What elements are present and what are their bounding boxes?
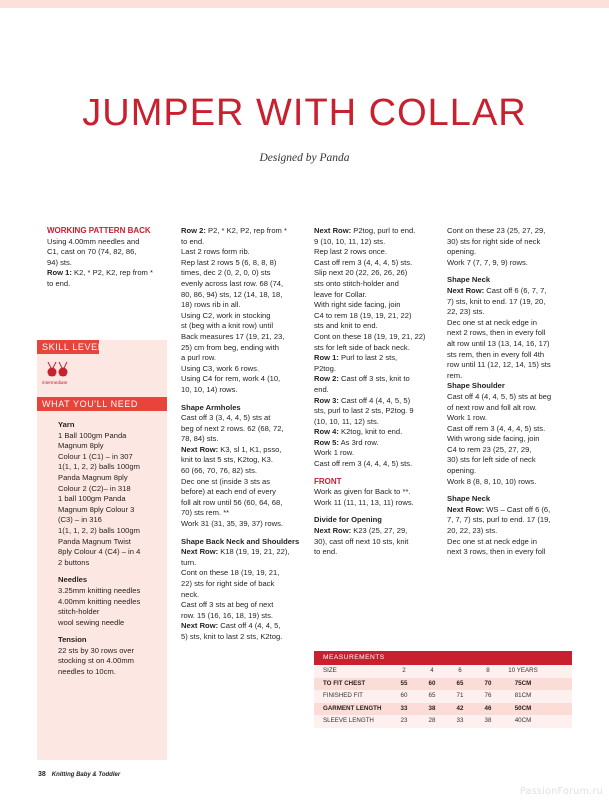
text-line: to end. bbox=[47, 278, 71, 288]
text-line: next 3 rows, then in every foll bbox=[447, 547, 546, 557]
instruction-row bbox=[314, 438, 438, 449]
row-text: K18 (19, 19, 21, 22), bbox=[218, 547, 290, 557]
text-line: leave for Collar. bbox=[314, 289, 367, 299]
row-label: SIZE bbox=[323, 667, 337, 674]
working-pattern-heading: WORKING PATTERN BACK bbox=[47, 226, 151, 235]
row-label: Row 3: bbox=[314, 395, 339, 405]
text-line: 70) sts rem. ** bbox=[181, 508, 230, 518]
text-line: of next row and foll alt row. bbox=[447, 402, 537, 412]
text-line: evenly across last row. 68 (74, bbox=[181, 278, 284, 288]
text-line: C4 to rem 18 (19, 19, 21, 22) bbox=[314, 310, 412, 320]
row-label: Row 2: bbox=[314, 374, 339, 384]
table-cell: 65 bbox=[428, 692, 436, 699]
text-line: Work 1 row. bbox=[447, 413, 487, 423]
row-text: P2tog, purl to end. bbox=[351, 226, 416, 235]
instruction-row bbox=[181, 445, 305, 456]
text-line: Cast off 3 (3, 4, 4, 5) sts at bbox=[181, 413, 271, 423]
instruction-row bbox=[314, 353, 438, 364]
text-line: row until 11 (12, 12, 14, 15) sts bbox=[447, 360, 551, 370]
text-line: 60 (66, 70, 76, 82) sts. bbox=[181, 466, 257, 476]
text-line: Cast off 3 sts at beg of next bbox=[181, 600, 274, 610]
table-cell: 50CM bbox=[514, 704, 532, 712]
text-line: 5) sts, knit to last 2 sts, K2tog. bbox=[181, 631, 283, 641]
text-line: Last 2 rows form rib. bbox=[181, 247, 250, 257]
text-line: times, dec 2 (0, 2, 0, 0) sts bbox=[181, 268, 271, 278]
shape-armholes-heading: Shape Armholes bbox=[181, 402, 241, 412]
instruction-row bbox=[447, 505, 571, 516]
text-line: C1, cast on 70 (74, 82, 86, bbox=[47, 247, 137, 257]
text-line: 30) sts for left side of neck bbox=[447, 455, 536, 465]
instruction-row bbox=[314, 396, 438, 407]
column-3 bbox=[314, 226, 438, 558]
table-cell: 4 bbox=[430, 667, 434, 674]
text-line: With right side facing, join bbox=[314, 300, 401, 310]
skill-level-value: intermediate bbox=[42, 380, 68, 385]
instruction-row bbox=[314, 374, 438, 385]
row-text: P2, * K2, P2, rep from * bbox=[205, 226, 287, 235]
text-line: next 2 rows, then in every foll bbox=[447, 328, 546, 338]
needles-line: 4.00mm knitting needles bbox=[58, 596, 141, 606]
text-line: 25) cm from beg, ending with bbox=[181, 342, 279, 352]
text-line: Dec one st (inside 3 sts as bbox=[181, 476, 271, 486]
text-line: Using C2, work in stocking bbox=[181, 310, 271, 320]
text-line: before) at each end of every bbox=[181, 487, 276, 497]
table-cell: 40CM bbox=[514, 717, 532, 724]
text-line: Work 8 (8, 8, 10, 10) rows. bbox=[447, 476, 537, 486]
text-line: st (beg with a knit row) until bbox=[181, 321, 274, 331]
yarn-line: Colour 1 (C1) – in 307 bbox=[58, 451, 133, 461]
text-line: Using C4 for rem, work 4 (10, bbox=[181, 374, 281, 384]
page-title: JUMPER WITH COLLAR bbox=[82, 92, 527, 134]
text-line: Using 4.00mm needles and bbox=[47, 236, 140, 246]
needles-line: wool sewing needle bbox=[58, 617, 125, 627]
text-line: With wrong side facing, join bbox=[447, 434, 540, 444]
row-label: Next Row: bbox=[314, 526, 352, 536]
row-label: Next Row: bbox=[181, 547, 219, 557]
tension-line: needles to 10cm. bbox=[58, 667, 116, 677]
row-text: K23 (25, 27, 29, bbox=[351, 526, 408, 536]
text-line: 80, 86, 94) sts, 12 (14, 18, 18, bbox=[181, 289, 283, 299]
table-cell: 75CM bbox=[514, 679, 532, 687]
text-line: Slip next 20 (22, 26, 26, 26) bbox=[314, 268, 408, 278]
yarn-line: Panda Magnum 8ply bbox=[58, 472, 128, 482]
watermark: PassionForum.ru bbox=[519, 786, 603, 797]
text-line: 20, 22, 23) sts. bbox=[447, 526, 498, 536]
row-label: Row 2: bbox=[181, 226, 206, 235]
instruction-row bbox=[314, 226, 438, 237]
table-cell: 38 bbox=[428, 704, 436, 712]
yarn-line: 1 ball 100gm Panda bbox=[58, 494, 126, 504]
text-line: 18) rows rib in all. bbox=[181, 300, 241, 310]
shape-neck-heading: Shape Neck bbox=[447, 275, 491, 285]
row-text: Cast off 3 sts, knit to bbox=[338, 374, 410, 384]
table-cell: 23 bbox=[400, 717, 408, 724]
divide-opening-heading: Divide for Opening bbox=[314, 515, 382, 525]
text-line: alt row until 13 (13, 14, 16, 17) bbox=[447, 338, 550, 348]
text-line: Work 1 row. bbox=[314, 448, 354, 458]
text-line: sts for left side of back neck. bbox=[314, 342, 410, 352]
shape-back-neck-heading: Shape Back Neck and Shoulders bbox=[181, 536, 300, 546]
row-text: K3, sl 1, K1, psso, bbox=[218, 444, 282, 454]
text-line: knit to last 5 sts, K2tog, K3. bbox=[181, 455, 274, 465]
tension-line: stocking st on 4.00mm bbox=[58, 656, 134, 666]
text-line: 22) sts for right side of back bbox=[181, 579, 275, 588]
designer-byline: Designed by Panda bbox=[259, 152, 350, 164]
row-label: Next Row: bbox=[447, 504, 485, 514]
text-line: turn. bbox=[181, 557, 197, 567]
table-row bbox=[314, 715, 572, 728]
row-text: As 3rd row. bbox=[338, 437, 379, 447]
row-label: Next Row: bbox=[447, 285, 485, 295]
column-1 bbox=[47, 226, 169, 290]
row-label: Next Row: bbox=[181, 444, 219, 454]
materials-list bbox=[58, 420, 166, 678]
tension-line: 22 sts by 30 rows over bbox=[58, 645, 134, 655]
text-line: 10, 10, 14) rows. bbox=[181, 384, 238, 394]
front-heading: FRONT bbox=[314, 476, 342, 486]
yarn-line: 2 buttons bbox=[58, 557, 90, 567]
row-text: Cast off 4 (4, 4, 5, bbox=[218, 621, 281, 631]
text-line: Cont on these 18 (19, 19, 21, 22) bbox=[314, 331, 426, 341]
yarn-line: (C3) – in 316 bbox=[58, 515, 102, 525]
text-line: 7, 7, 7) sts, purl to end. 17 (19, bbox=[447, 515, 551, 525]
row-label: Next Row: bbox=[181, 621, 219, 631]
yarn-line: 1(1, 1, 2, 2) balls 100gm bbox=[58, 525, 140, 535]
instruction-row bbox=[314, 526, 438, 537]
text-line: Using C3, work 6 rows. bbox=[181, 363, 260, 373]
yarn-needles-icon bbox=[45, 360, 71, 378]
text-line: rem. bbox=[447, 370, 463, 380]
row-text: K2, * P2, K2, rep from * bbox=[71, 268, 153, 278]
table-cell: 55 bbox=[400, 679, 408, 687]
text-line: opening. bbox=[447, 247, 477, 257]
text-line: Work 7 (7, 7, 9, 9) rows. bbox=[447, 257, 528, 267]
text-line: Back measures 17 (19, 21, 23, bbox=[181, 331, 285, 341]
yarn-line: 1 Ball 100gm Panda bbox=[58, 430, 127, 440]
table-cell: 81CM bbox=[514, 692, 532, 699]
yarn-line: Magnum 8ply bbox=[58, 441, 104, 451]
table-cell: 70 bbox=[484, 679, 492, 687]
text-line: 30), cast off next 10 sts, knit bbox=[314, 536, 409, 546]
text-line: Cast off rem 3 (4, 4, 4, 5) sts. bbox=[314, 459, 413, 469]
text-line: 9 (10, 10, 11, 12) sts. bbox=[314, 236, 386, 246]
table-cell: 10 YEARS bbox=[508, 667, 538, 674]
yarn-line: Panda Magnum Twist bbox=[58, 536, 131, 546]
table-row bbox=[314, 678, 572, 691]
row-text: Purl to last 2 sts, bbox=[338, 353, 398, 363]
table-cell: 76 bbox=[484, 692, 492, 699]
shape-shoulder-heading: Shape Shoulder bbox=[447, 381, 505, 391]
row-label: Row 5: bbox=[314, 437, 339, 447]
row-label: Row 4: bbox=[314, 427, 339, 437]
table-cell: 65 bbox=[456, 679, 464, 687]
skill-level-heading: SKILL LEVEL bbox=[37, 340, 99, 354]
table-cell: 60 bbox=[428, 679, 436, 687]
text-line: to end. bbox=[181, 236, 205, 246]
measurements-heading: MEASUREMENTS bbox=[314, 651, 572, 665]
page-number: 38 bbox=[38, 771, 46, 778]
measurements-table bbox=[314, 651, 572, 728]
table-cell: 6 bbox=[458, 667, 462, 674]
column-4 bbox=[447, 226, 571, 558]
row-text: WS – Cast off 6 (6, bbox=[484, 504, 551, 514]
yarn-line: 1(1, 1, 2, 2) balls 100gm bbox=[58, 462, 140, 472]
what-you-need-heading: WHAT YOU'LL NEED bbox=[37, 397, 167, 411]
text-line: beg of next 2 rows. 62 (68, 72, bbox=[181, 423, 284, 433]
text-line: Dec one st at neck edge in bbox=[447, 536, 537, 546]
top-tint-bar bbox=[0, 0, 609, 8]
text-line: (10, 10, 11, 12) sts. bbox=[314, 416, 379, 426]
text-line: end. bbox=[314, 384, 329, 394]
table-cell: 38 bbox=[484, 717, 492, 724]
table-cell: 46 bbox=[484, 704, 492, 712]
text-line: 7) sts, knit to end. 17 (19, 20, bbox=[447, 296, 546, 306]
text-line: Rep last 2 rows 5 (6, 8, 8, 8) bbox=[181, 257, 277, 267]
table-cell: 42 bbox=[456, 704, 464, 712]
instruction-row bbox=[181, 621, 305, 632]
text-line: Cast off rem 3 (4, 4, 4, 5) sts. bbox=[314, 257, 413, 267]
row-label: FINISHED FIT bbox=[323, 692, 363, 699]
needles-heading: Needles bbox=[58, 575, 88, 585]
yarn-heading: Yarn bbox=[58, 420, 75, 429]
needles-line: 3.25mm knitting needles bbox=[58, 585, 141, 595]
text-line: sts and knit to end. bbox=[314, 321, 378, 331]
instruction-row bbox=[181, 547, 305, 558]
text-line: sts onto stitch-holder and bbox=[314, 278, 399, 288]
tension-heading: Tension bbox=[58, 635, 87, 645]
page-footer bbox=[38, 771, 120, 778]
row-label: SLEEVE LENGTH bbox=[323, 717, 374, 724]
row-text: K2tog, knit to end. bbox=[338, 427, 403, 437]
text-line: neck. bbox=[181, 589, 200, 599]
text-line: Work as given for Back to **. bbox=[314, 487, 411, 497]
instruction-row bbox=[447, 286, 571, 297]
text-line: C4 to rem 23 (25, 27, 29, bbox=[447, 444, 532, 454]
instruction-row bbox=[314, 427, 438, 438]
table-cell: 28 bbox=[428, 717, 436, 724]
shape-neck-heading-2: Shape Neck bbox=[447, 494, 491, 504]
text-line: 78, 84) sts. bbox=[181, 434, 219, 444]
needles-line: stitch-holder bbox=[58, 607, 100, 617]
row-label: Row 1: bbox=[47, 268, 72, 278]
row-label: GARMENT LENGTH bbox=[323, 704, 382, 712]
row-label: TO FIT CHEST bbox=[323, 679, 366, 687]
table-cell: 71 bbox=[456, 692, 464, 699]
column-2 bbox=[181, 226, 305, 643]
magazine-name: Knitting Baby & Toddler bbox=[51, 772, 121, 778]
text-line: Cast off 4 (4, 4, 5, 5) sts at beg bbox=[447, 391, 552, 401]
text-line: to end. bbox=[314, 547, 338, 557]
text-line: Cont on these 23 (25, 27, 29, bbox=[447, 226, 546, 235]
row-text: Cast off 4 (4, 4, 5, 5) bbox=[338, 395, 411, 405]
text-line: sts rem, then in every foll 4th bbox=[447, 349, 545, 359]
row-label: Next Row: bbox=[314, 226, 352, 235]
instruction-row bbox=[47, 268, 169, 279]
text-line: P2tog. bbox=[314, 363, 336, 373]
text-line: a purl row. bbox=[181, 353, 217, 363]
text-line: Work 11 (11, 11, 13, 11) rows. bbox=[314, 497, 414, 507]
text-line: opening. bbox=[447, 466, 477, 476]
table-row bbox=[314, 665, 572, 678]
text-line: 94) sts. bbox=[47, 257, 72, 267]
table-row bbox=[314, 703, 572, 716]
text-line: foll alt row until 56 (60, 64, 68, bbox=[181, 497, 283, 507]
yarn-line: Magnum 8ply Colour 3 bbox=[58, 504, 135, 514]
table-cell: 8 bbox=[486, 667, 490, 674]
yarn-line: Colour 2 (C2)– in 318 bbox=[58, 483, 131, 493]
table-cell: 33 bbox=[400, 704, 408, 712]
text-line: Rep last 2 rows once. bbox=[314, 247, 388, 257]
table-cell: 2 bbox=[402, 667, 406, 674]
text-line: row. 15 (16, 16, 18, 19) sts. bbox=[181, 610, 274, 620]
table-cell: 33 bbox=[456, 717, 464, 724]
text-line: Cont on these 18 (19, 19, 21, bbox=[181, 568, 280, 578]
yarn-line: 8ply Colour 4 (C4) – in 4 bbox=[58, 547, 141, 557]
table-row bbox=[314, 690, 572, 703]
text-line: Work 31 (31, 35, 39, 37) rows. bbox=[181, 519, 284, 529]
text-line: Dec one st at neck edge in bbox=[447, 317, 537, 327]
table-cell: 60 bbox=[400, 692, 408, 699]
text-line: Cast off rem 3 (4, 4, 4, 5) sts. bbox=[447, 423, 546, 433]
text-line: sts, purl to last 2 sts, P2tog. 9 bbox=[314, 406, 414, 416]
row-text: Cast off 6 (6, 7, 7, bbox=[484, 285, 547, 295]
text-line: 30) sts for right side of neck bbox=[447, 236, 541, 246]
instruction-row bbox=[181, 226, 305, 237]
text-line: 22, 23) sts. bbox=[447, 307, 485, 317]
row-label: Row 1: bbox=[314, 353, 339, 363]
